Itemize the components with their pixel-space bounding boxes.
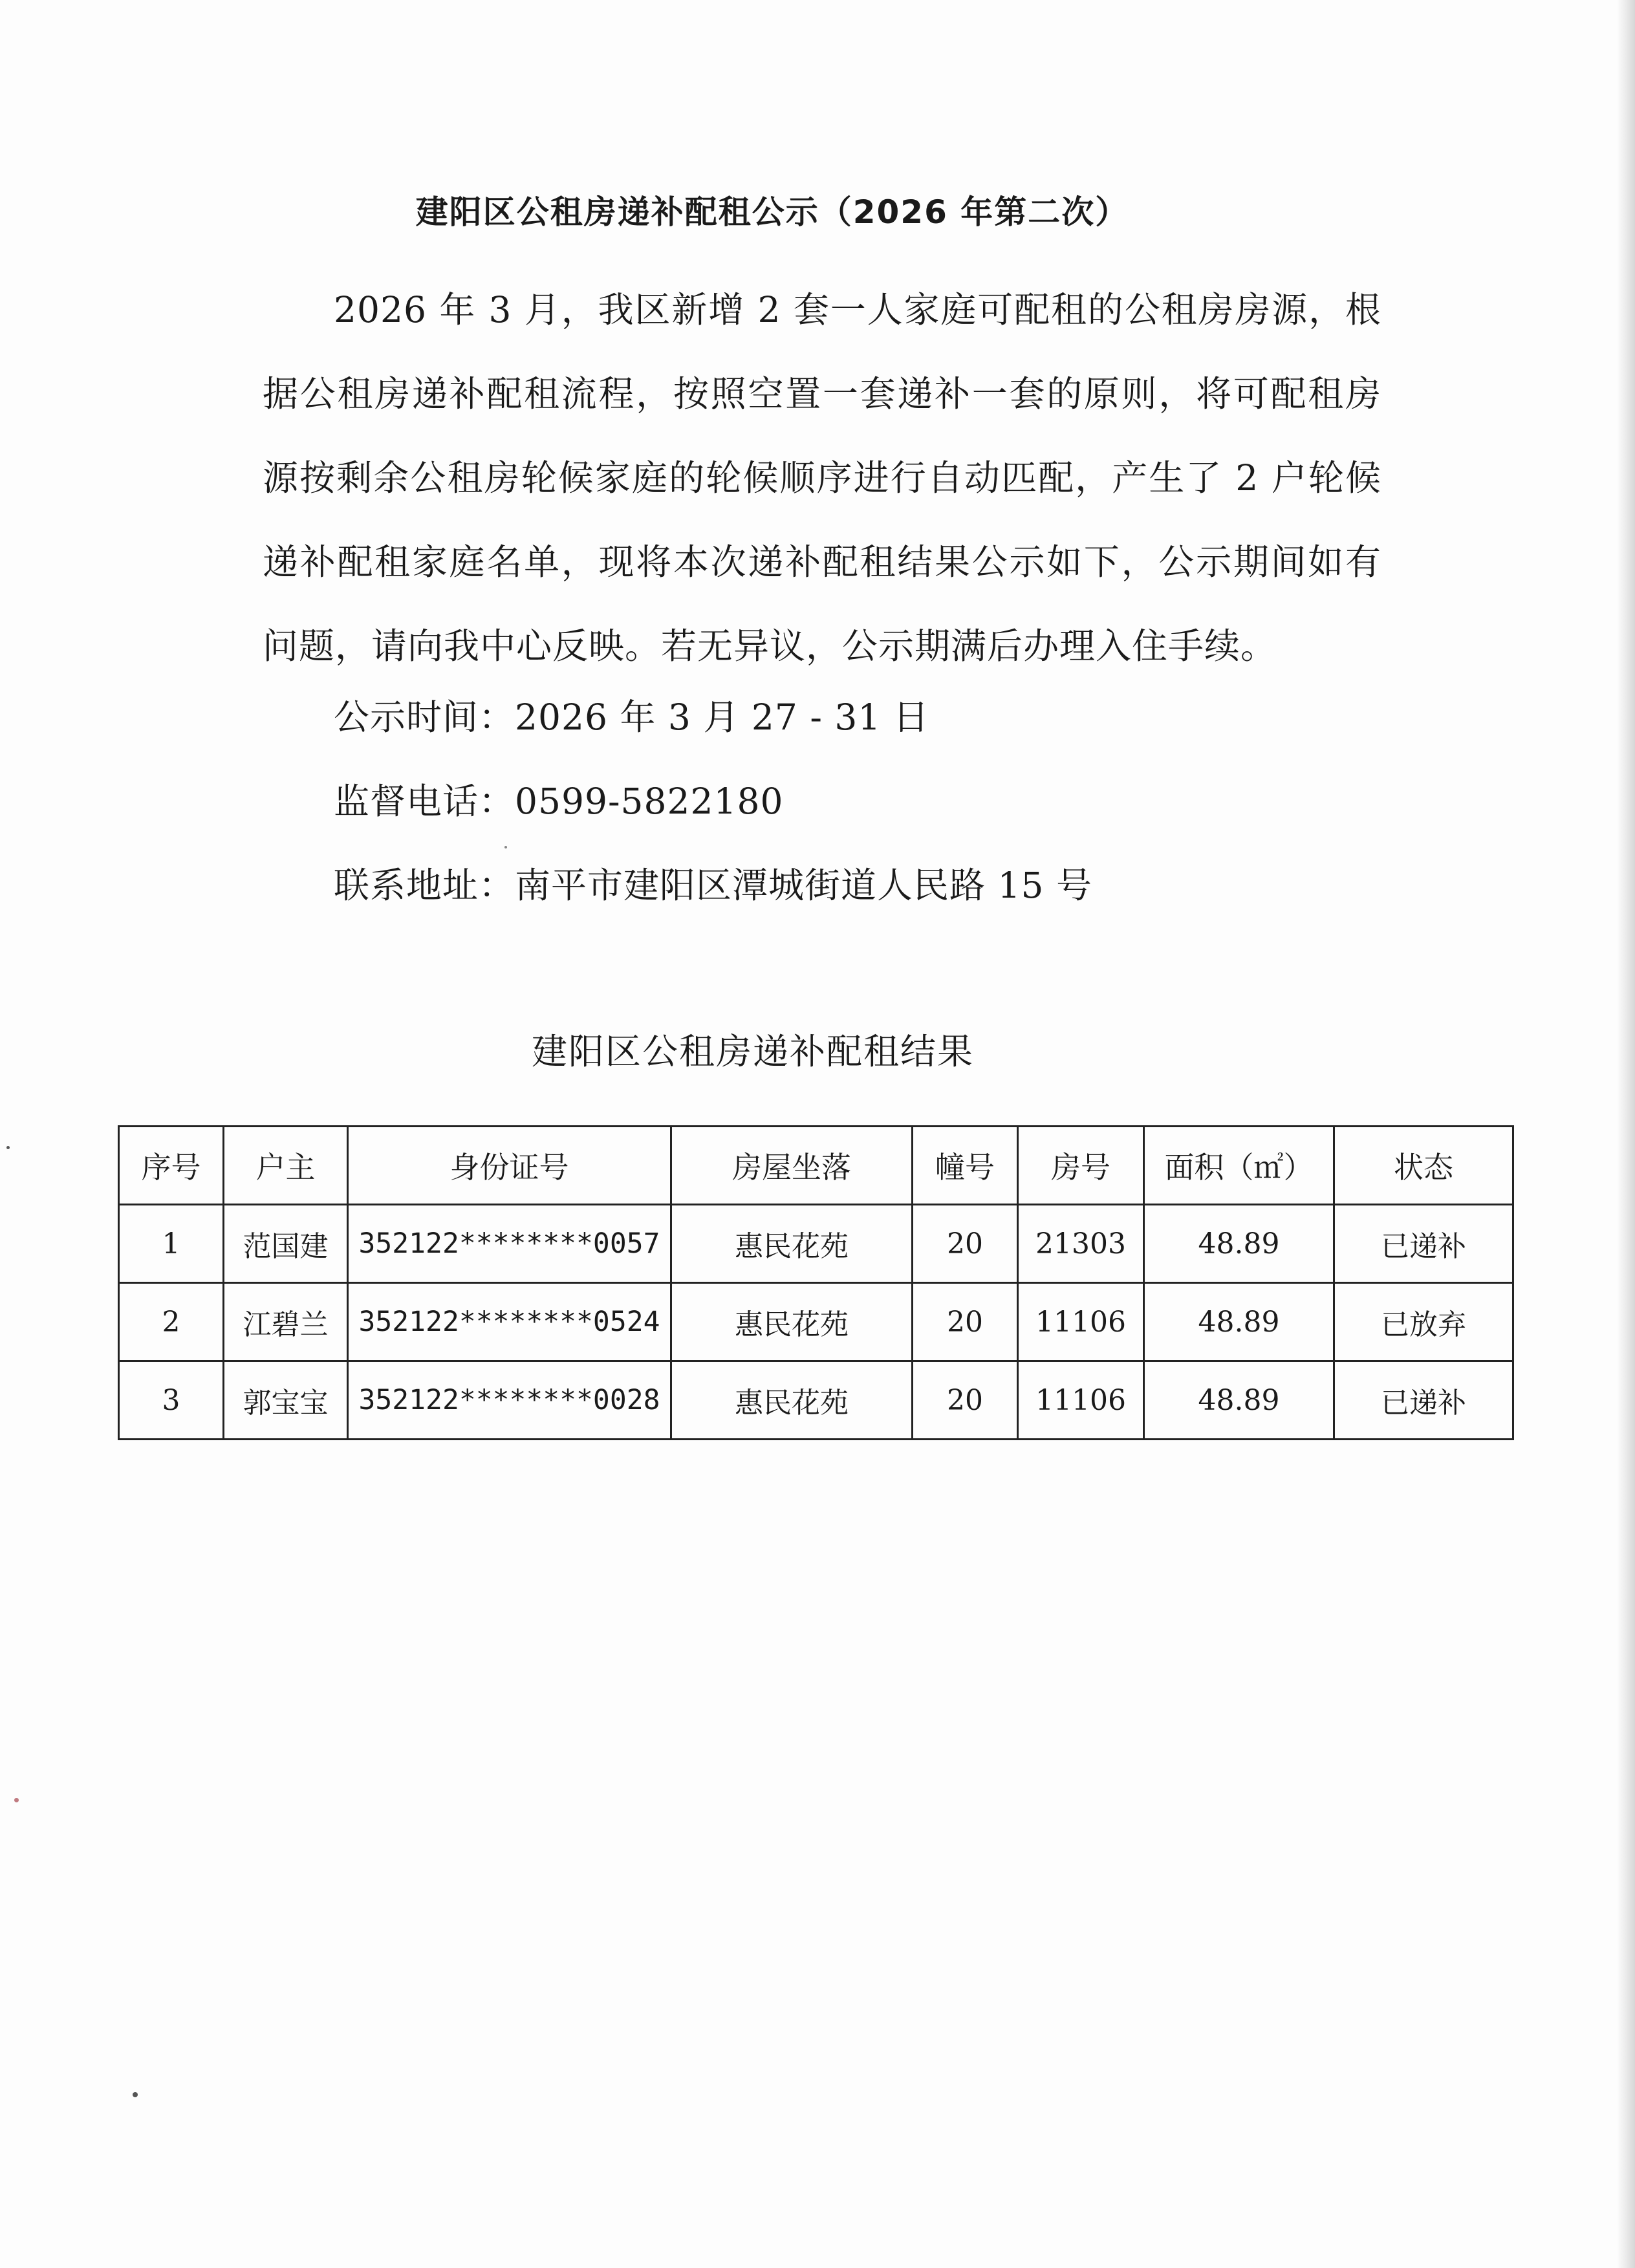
cell-id-number: 352122********0028: [348, 1361, 671, 1440]
contact-address: 联系地址：南平市建阳区潭城街道人民路 15 号: [334, 865, 1092, 906]
cell-householder: 江碧兰: [224, 1283, 348, 1361]
cell-householder: 郭宝宝: [224, 1361, 348, 1440]
scan-speck: [504, 846, 507, 848]
cell-area: 48.89: [1144, 1361, 1334, 1440]
cell-location: 惠民花苑: [671, 1283, 913, 1361]
header-status: 状态: [1334, 1127, 1513, 1205]
cell-area: 48.89: [1144, 1283, 1334, 1361]
cell-id-number: 352122********0524: [348, 1283, 671, 1361]
cell-status: 已递补: [1334, 1361, 1513, 1440]
cell-id-number: 352122********0057: [348, 1205, 671, 1283]
cell-building: 20: [913, 1283, 1018, 1361]
cell-index: 3: [119, 1361, 224, 1440]
cell-status: 已递补: [1334, 1205, 1513, 1283]
cell-householder: 范国建: [224, 1205, 348, 1283]
document-body: [263, 268, 1381, 688]
result-table: [118, 1125, 1514, 1440]
scan-speck: [14, 1798, 19, 1802]
header-area: 面积（㎡）: [1144, 1127, 1334, 1205]
cell-building: 20: [913, 1205, 1018, 1283]
cell-location: 惠民花苑: [671, 1361, 913, 1440]
cell-room: 21303: [1018, 1205, 1144, 1283]
cell-location: 惠民花苑: [671, 1205, 913, 1283]
publicity-time: 公示时间：2026 年 3 月 27 - 31 日: [334, 697, 929, 738]
table-row: [119, 1361, 1513, 1440]
scan-speck: [6, 1146, 10, 1149]
header-room: 房号: [1018, 1127, 1144, 1205]
scan-edge-shadow: [1617, 0, 1635, 2268]
table-title: 建阳区公租房递补配租结果: [531, 1031, 974, 1072]
supervision-phone: 监督电话：0599-5822180: [334, 781, 784, 822]
table-row: [119, 1283, 1513, 1361]
announcement-paragraph: 2026 年 3 月，我区新增 2 套一人家庭可配租的公租房房源，根据公租房递补配租流程，按照空置一套递补一套的原则，将可配租房源按剩余公租房轮候家庭的轮候顺序进行自动匹配，产生了 2 户轮候递补配租家庭名单，现将本次递补配租结果公示如下，公示期间如有问题，请向我中心反映。若无异议，公示期满后办理入住手续。: [263, 289, 1381, 667]
header-id-number: 身份证号: [348, 1127, 671, 1205]
cell-area: 48.89: [1144, 1205, 1334, 1283]
table-header-row: [119, 1127, 1513, 1205]
cell-index: 2: [119, 1283, 224, 1361]
cell-room: 11106: [1018, 1361, 1144, 1440]
cell-room: 11106: [1018, 1283, 1144, 1361]
header-building: 幢号: [913, 1127, 1018, 1205]
header-location: 房屋坐落: [671, 1127, 913, 1205]
document-title: 建阳区公租房递补配租公示（2026 年第二次）: [415, 193, 1129, 231]
cell-building: 20: [913, 1361, 1018, 1440]
scan-speck: [133, 2092, 138, 2097]
cell-index: 1: [119, 1205, 224, 1283]
table-row: [119, 1205, 1513, 1283]
header-householder: 户主: [224, 1127, 348, 1205]
header-index: 序号: [119, 1127, 224, 1205]
cell-status: 已放弃: [1334, 1283, 1513, 1361]
